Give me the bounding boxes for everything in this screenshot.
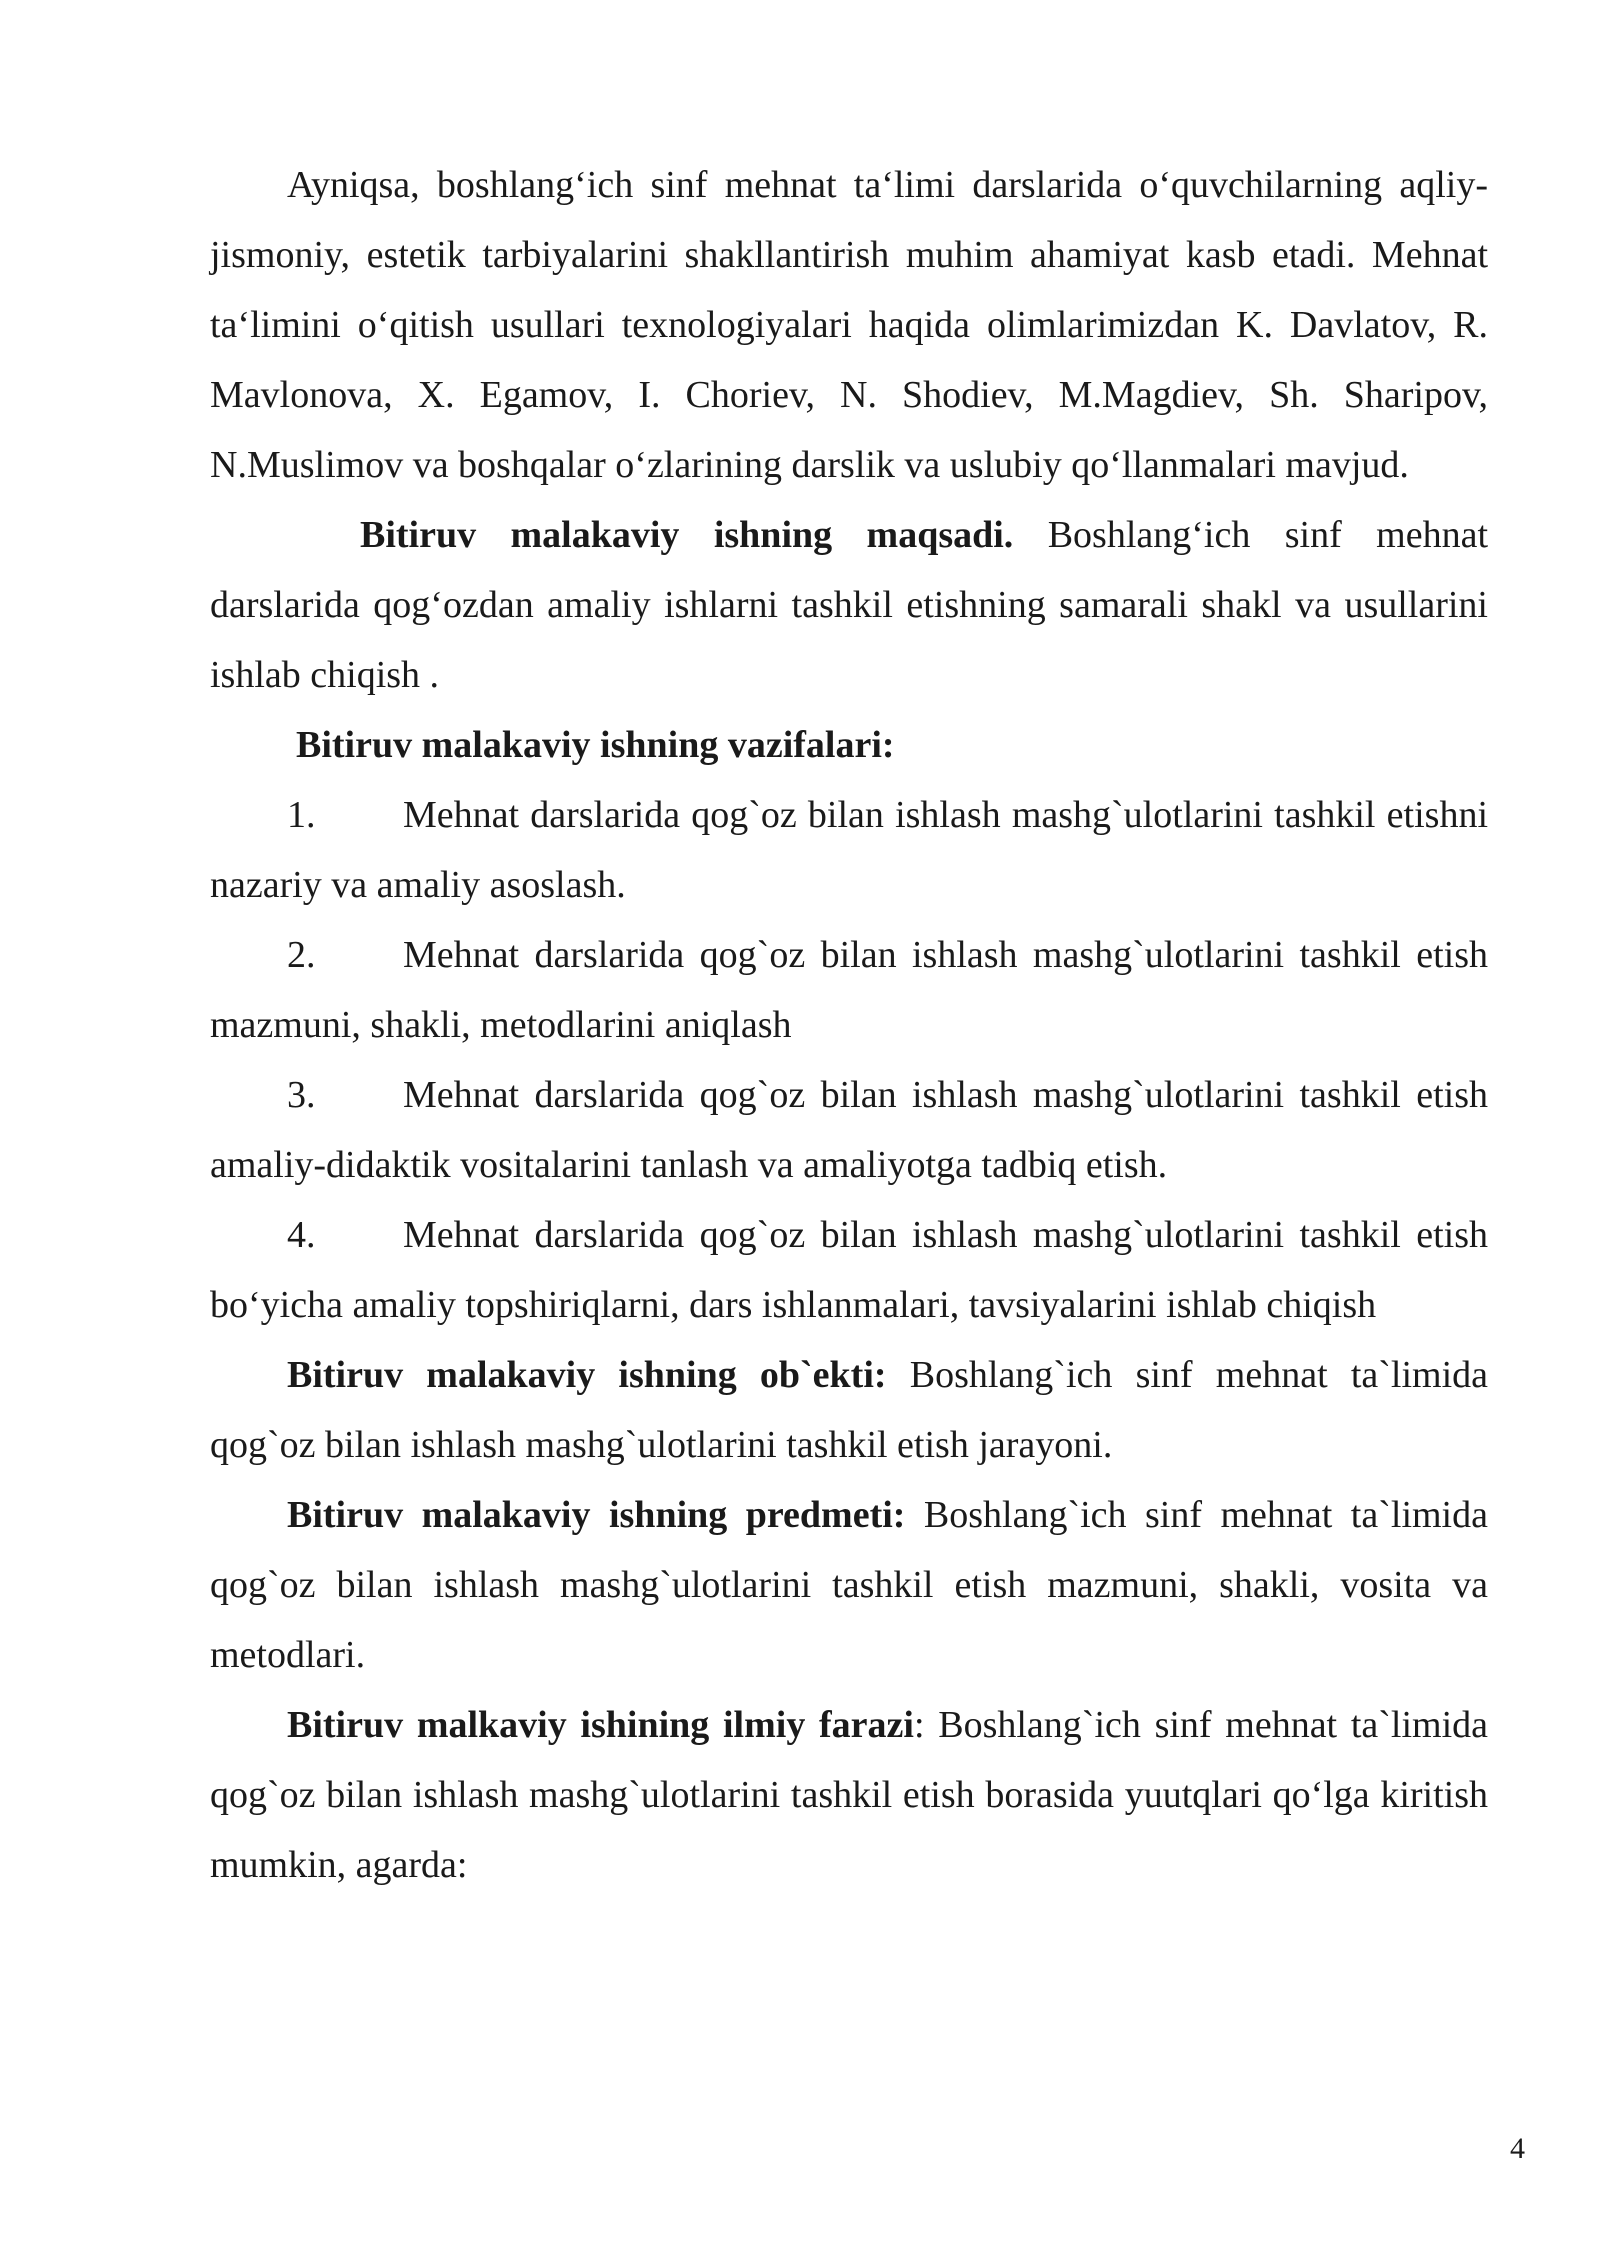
object-paragraph [210, 1340, 1488, 1480]
task-number: 3. [287, 1074, 316, 1116]
hypothesis-paragraph [210, 1690, 1488, 1900]
tasks-heading-paragraph [210, 710, 1488, 780]
task-item [210, 1060, 1488, 1200]
task-number: 4. [287, 1214, 316, 1256]
task-number: 2. [287, 934, 316, 976]
page-number: 4 [1510, 2132, 1525, 2165]
object-heading: Bitiruv malakaviy ishning ob`ekti: [287, 1354, 887, 1396]
task-item [210, 780, 1488, 920]
object-text: Boshlang`ich sinf mehnat ta`limida qog`oz bilan ishlash mashg`ulotlarini tashkil etish jarayoni. [210, 1354, 1488, 1466]
goal-heading: Bitiruv malakaviy ishning maqsadi. [360, 514, 1014, 556]
intro-text: Ayniqsa, boshlang‘ich sinf mehnat ta‘limi darslarida o‘quvchilarning aqliy-jismoniy, estetik tarbiyalarini shakllantirish muhim ahamiyat kasb etadi. Mehnat ta‘limini o‘qitish usullari texnologiyalari haqida olimlarimizdan K. Davlatov, R. Mavlonova, X. Egamov, I. Choriev, N. Shodiev, M.Magdiev, Sh. Sharipov, N.Muslimov va boshqalar o‘zlarining darslik va uslubiy qo‘llanmalari mavjud. [210, 164, 1488, 486]
task-text: Mehnat darslarida qog`oz bilan ishlash mashg`ulotlarini tashkil etish mazmuni, shakli, metodlarini aniqlash [210, 934, 1488, 1046]
intro-paragraph [210, 150, 1488, 500]
goal-paragraph [210, 500, 1488, 710]
hypothesis-heading: Bitiruv malkaviy ishining ilmiy farazi [287, 1704, 914, 1746]
task-number: 1. [287, 794, 316, 836]
document-page [210, 150, 1488, 1900]
subject-text: Boshlang`ich sinf mehnat ta`limida qog`oz bilan ishlash mashg`ulotlarini tashkil etish mazmuni, shakli, vosita va metodlari. [210, 1494, 1488, 1676]
hypothesis-text: : Boshlang`ich sinf mehnat ta`limida qog`oz bilan ishlash mashg`ulotlarini tashkil etish borasida yuutqlari qo‘lga kiritish mumkin, agarda: [210, 1704, 1488, 1886]
subject-paragraph [210, 1480, 1488, 1690]
tasks-heading: Bitiruv malakaviy ishning vazifalari: [296, 724, 895, 766]
subject-heading: Bitiruv malakaviy ishning predmeti: [287, 1494, 906, 1536]
task-text: Mehnat darslarida qog`oz bilan ishlash mashg`ulotlarini tashkil etishni nazariy va amaliy asoslash. [210, 794, 1488, 906]
task-text: Mehnat darslarida qog`oz bilan ishlash mashg`ulotlarini tashkil etish bo‘yicha amaliy topshiriqlarni, dars ishlanmalari, tavsiyalarini ishlab chiqish [210, 1214, 1488, 1326]
task-item [210, 1200, 1488, 1340]
task-text: Mehnat darslarida qog`oz bilan ishlash mashg`ulotlarini tashkil etish amaliy-didaktik vositalarini tanlash va amaliyotga tadbiq etish. [210, 1074, 1488, 1186]
task-item [210, 920, 1488, 1060]
goal-text: Boshlang‘ich sinf mehnat darslarida qog‘ozdan amaliy ishlarni tashkil etishning samarali shakl va usullarini ishlab chiqish . [210, 514, 1489, 696]
